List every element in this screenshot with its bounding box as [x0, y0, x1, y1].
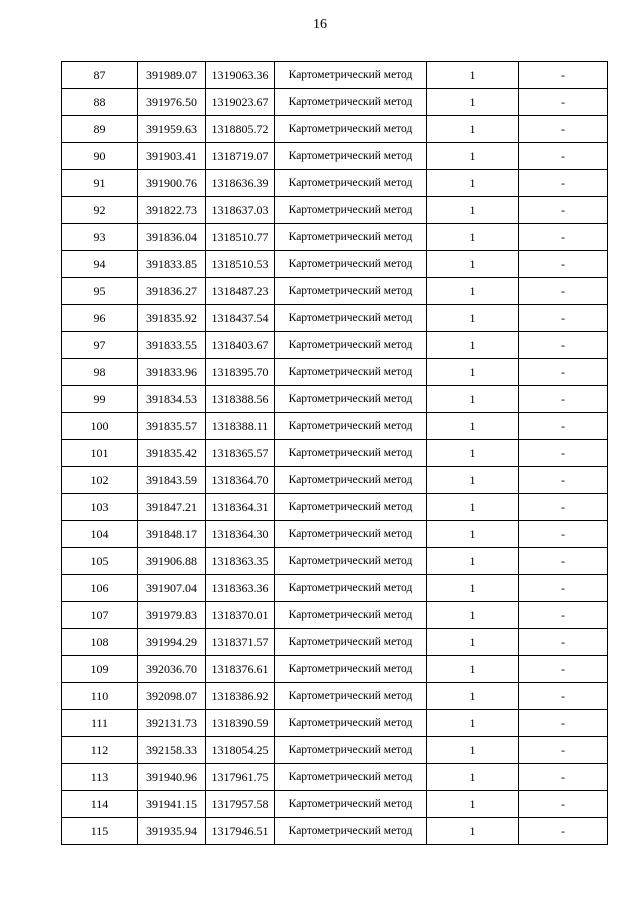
method-cell: Картометрический метод: [275, 683, 427, 710]
y-coordinate-cell: 1318364.30: [206, 521, 275, 548]
note-cell: -: [519, 629, 608, 656]
method-cell: Картометрический метод: [275, 332, 427, 359]
x-coordinate-cell: 391843.59: [138, 467, 206, 494]
precision-cell: 1: [427, 494, 519, 521]
precision-cell: 1: [427, 683, 519, 710]
note-cell: -: [519, 656, 608, 683]
point-number-cell: 90: [62, 143, 138, 170]
y-coordinate-cell: 1317946.51: [206, 818, 275, 845]
point-number-cell: 91: [62, 170, 138, 197]
method-cell: Картометрический метод: [275, 575, 427, 602]
note-cell: -: [519, 332, 608, 359]
note-cell: -: [519, 413, 608, 440]
table-row: [62, 737, 608, 764]
y-coordinate-cell: 1318510.53: [206, 251, 275, 278]
point-number-cell: 105: [62, 548, 138, 575]
point-number-cell: 108: [62, 629, 138, 656]
point-number-cell: 113: [62, 764, 138, 791]
coordinates-table: [61, 61, 608, 845]
y-coordinate-cell: 1318365.57: [206, 440, 275, 467]
method-cell: Картометрический метод: [275, 656, 427, 683]
x-coordinate-cell: 391847.21: [138, 494, 206, 521]
method-cell: Картометрический метод: [275, 62, 427, 89]
x-coordinate-cell: 391833.85: [138, 251, 206, 278]
method-cell: Картометрический метод: [275, 818, 427, 845]
table-row: [62, 224, 608, 251]
table-row: [62, 62, 608, 89]
precision-cell: 1: [427, 116, 519, 143]
point-number-cell: 88: [62, 89, 138, 116]
point-number-cell: 104: [62, 521, 138, 548]
x-coordinate-cell: 391836.27: [138, 278, 206, 305]
y-coordinate-cell: 1318388.11: [206, 413, 275, 440]
y-coordinate-cell: 1318363.35: [206, 548, 275, 575]
y-coordinate-cell: 1318637.03: [206, 197, 275, 224]
precision-cell: 1: [427, 467, 519, 494]
y-coordinate-cell: 1318805.72: [206, 116, 275, 143]
method-cell: Картометрический метод: [275, 764, 427, 791]
note-cell: -: [519, 575, 608, 602]
point-number-cell: 97: [62, 332, 138, 359]
note-cell: -: [519, 197, 608, 224]
method-cell: Картометрический метод: [275, 170, 427, 197]
method-cell: Картометрический метод: [275, 467, 427, 494]
precision-cell: 1: [427, 359, 519, 386]
precision-cell: 1: [427, 143, 519, 170]
point-number-cell: 112: [62, 737, 138, 764]
point-number-cell: 102: [62, 467, 138, 494]
note-cell: -: [519, 116, 608, 143]
method-cell: Картометрический метод: [275, 494, 427, 521]
x-coordinate-cell: 392098.07: [138, 683, 206, 710]
y-coordinate-cell: 1318386.92: [206, 683, 275, 710]
method-cell: Картометрический метод: [275, 602, 427, 629]
note-cell: -: [519, 224, 608, 251]
x-coordinate-cell: 391906.88: [138, 548, 206, 575]
note-cell: -: [519, 62, 608, 89]
precision-cell: 1: [427, 224, 519, 251]
precision-cell: 1: [427, 656, 519, 683]
note-cell: -: [519, 467, 608, 494]
precision-cell: 1: [427, 440, 519, 467]
point-number-cell: 95: [62, 278, 138, 305]
y-coordinate-cell: 1318437.54: [206, 305, 275, 332]
table-row: [62, 251, 608, 278]
x-coordinate-cell: 391833.96: [138, 359, 206, 386]
x-coordinate-cell: 391848.17: [138, 521, 206, 548]
precision-cell: 1: [427, 521, 519, 548]
table-row: [62, 521, 608, 548]
method-cell: Картометрический метод: [275, 710, 427, 737]
method-cell: Картометрический метод: [275, 278, 427, 305]
method-cell: Картометрический метод: [275, 116, 427, 143]
note-cell: -: [519, 278, 608, 305]
point-number-cell: 101: [62, 440, 138, 467]
note-cell: -: [519, 683, 608, 710]
note-cell: -: [519, 548, 608, 575]
note-cell: -: [519, 818, 608, 845]
precision-cell: 1: [427, 278, 519, 305]
table-row: [62, 764, 608, 791]
x-coordinate-cell: 391907.04: [138, 575, 206, 602]
y-coordinate-cell: 1318390.59: [206, 710, 275, 737]
table-row: [62, 89, 608, 116]
table-row: [62, 494, 608, 521]
precision-cell: 1: [427, 548, 519, 575]
page-number: 16: [313, 17, 327, 32]
method-cell: Картометрический метод: [275, 305, 427, 332]
table-row: [62, 629, 608, 656]
method-cell: Картометрический метод: [275, 89, 427, 116]
y-coordinate-cell: 1318370.01: [206, 602, 275, 629]
precision-cell: 1: [427, 332, 519, 359]
method-cell: Картометрический метод: [275, 521, 427, 548]
precision-cell: 1: [427, 251, 519, 278]
note-cell: -: [519, 143, 608, 170]
point-number-cell: 115: [62, 818, 138, 845]
precision-cell: 1: [427, 575, 519, 602]
table-row: [62, 386, 608, 413]
table-row: [62, 602, 608, 629]
note-cell: -: [519, 386, 608, 413]
table-row: [62, 278, 608, 305]
y-coordinate-cell: 1318364.70: [206, 467, 275, 494]
method-cell: Картометрический метод: [275, 413, 427, 440]
point-number-cell: 103: [62, 494, 138, 521]
y-coordinate-cell: 1318636.39: [206, 170, 275, 197]
method-cell: Картометрический метод: [275, 359, 427, 386]
note-cell: -: [519, 89, 608, 116]
x-coordinate-cell: 391822.73: [138, 197, 206, 224]
precision-cell: 1: [427, 629, 519, 656]
point-number-cell: 100: [62, 413, 138, 440]
note-cell: -: [519, 521, 608, 548]
method-cell: Картометрический метод: [275, 737, 427, 764]
note-cell: -: [519, 710, 608, 737]
note-cell: -: [519, 170, 608, 197]
point-number-cell: 109: [62, 656, 138, 683]
precision-cell: 1: [427, 791, 519, 818]
note-cell: -: [519, 440, 608, 467]
table-row: [62, 359, 608, 386]
point-number-cell: 106: [62, 575, 138, 602]
point-number-cell: 110: [62, 683, 138, 710]
point-number-cell: 99: [62, 386, 138, 413]
x-coordinate-cell: 391835.42: [138, 440, 206, 467]
point-number-cell: 114: [62, 791, 138, 818]
x-coordinate-cell: 391976.50: [138, 89, 206, 116]
precision-cell: 1: [427, 737, 519, 764]
table-row: [62, 170, 608, 197]
x-coordinate-cell: 391835.57: [138, 413, 206, 440]
table-row: [62, 143, 608, 170]
table-row: [62, 467, 608, 494]
precision-cell: 1: [427, 305, 519, 332]
x-coordinate-cell: 391979.83: [138, 602, 206, 629]
table-row: [62, 818, 608, 845]
note-cell: -: [519, 602, 608, 629]
table-row: [62, 116, 608, 143]
x-coordinate-cell: 391989.07: [138, 62, 206, 89]
point-number-cell: 96: [62, 305, 138, 332]
x-coordinate-cell: 392158.33: [138, 737, 206, 764]
note-cell: -: [519, 764, 608, 791]
x-coordinate-cell: 391959.63: [138, 116, 206, 143]
x-coordinate-cell: 391941.15: [138, 791, 206, 818]
precision-cell: 1: [427, 818, 519, 845]
x-coordinate-cell: 391994.29: [138, 629, 206, 656]
precision-cell: 1: [427, 413, 519, 440]
method-cell: Картометрический метод: [275, 251, 427, 278]
point-number-cell: 89: [62, 116, 138, 143]
precision-cell: 1: [427, 197, 519, 224]
y-coordinate-cell: 1318364.31: [206, 494, 275, 521]
x-coordinate-cell: 391833.55: [138, 332, 206, 359]
note-cell: -: [519, 737, 608, 764]
y-coordinate-cell: 1318403.67: [206, 332, 275, 359]
point-number-cell: 111: [62, 710, 138, 737]
y-coordinate-cell: 1318510.77: [206, 224, 275, 251]
y-coordinate-cell: 1319023.67: [206, 89, 275, 116]
x-coordinate-cell: 392131.73: [138, 710, 206, 737]
table-row: [62, 305, 608, 332]
point-number-cell: 92: [62, 197, 138, 224]
y-coordinate-cell: 1318395.70: [206, 359, 275, 386]
table-row: [62, 791, 608, 818]
y-coordinate-cell: 1318363.36: [206, 575, 275, 602]
table-row: [62, 413, 608, 440]
x-coordinate-cell: 391836.04: [138, 224, 206, 251]
x-coordinate-cell: 391900.76: [138, 170, 206, 197]
y-coordinate-cell: 1318388.56: [206, 386, 275, 413]
x-coordinate-cell: 391835.92: [138, 305, 206, 332]
point-number-cell: 94: [62, 251, 138, 278]
note-cell: -: [519, 305, 608, 332]
precision-cell: 1: [427, 602, 519, 629]
note-cell: -: [519, 251, 608, 278]
precision-cell: 1: [427, 764, 519, 791]
y-coordinate-cell: 1318376.61: [206, 656, 275, 683]
point-number-cell: 98: [62, 359, 138, 386]
y-coordinate-cell: 1319063.36: [206, 62, 275, 89]
method-cell: Картометрический метод: [275, 791, 427, 818]
x-coordinate-cell: 391903.41: [138, 143, 206, 170]
y-coordinate-cell: 1318487.23: [206, 278, 275, 305]
method-cell: Картометрический метод: [275, 386, 427, 413]
table-row: [62, 656, 608, 683]
method-cell: Картометрический метод: [275, 197, 427, 224]
x-coordinate-cell: 392036.70: [138, 656, 206, 683]
note-cell: -: [519, 791, 608, 818]
table-row: [62, 197, 608, 224]
table-row: [62, 548, 608, 575]
table-row: [62, 575, 608, 602]
note-cell: -: [519, 494, 608, 521]
y-coordinate-cell: 1318371.57: [206, 629, 275, 656]
table-row: [62, 332, 608, 359]
y-coordinate-cell: 1317957.58: [206, 791, 275, 818]
coordinates-table-body: [62, 62, 608, 845]
point-number-cell: 93: [62, 224, 138, 251]
table-row: [62, 683, 608, 710]
method-cell: Картометрический метод: [275, 629, 427, 656]
method-cell: Картометрический метод: [275, 143, 427, 170]
precision-cell: 1: [427, 386, 519, 413]
x-coordinate-cell: 391940.96: [138, 764, 206, 791]
note-cell: -: [519, 359, 608, 386]
point-number-cell: 107: [62, 602, 138, 629]
x-coordinate-cell: 391834.53: [138, 386, 206, 413]
y-coordinate-cell: 1318719.07: [206, 143, 275, 170]
y-coordinate-cell: 1318054.25: [206, 737, 275, 764]
table-row: [62, 440, 608, 467]
precision-cell: 1: [427, 170, 519, 197]
x-coordinate-cell: 391935.94: [138, 818, 206, 845]
precision-cell: 1: [427, 89, 519, 116]
y-coordinate-cell: 1317961.75: [206, 764, 275, 791]
method-cell: Картометрический метод: [275, 224, 427, 251]
table-row: [62, 710, 608, 737]
method-cell: Картометрический метод: [275, 440, 427, 467]
point-number-cell: 87: [62, 62, 138, 89]
method-cell: Картометрический метод: [275, 548, 427, 575]
precision-cell: 1: [427, 710, 519, 737]
precision-cell: 1: [427, 62, 519, 89]
